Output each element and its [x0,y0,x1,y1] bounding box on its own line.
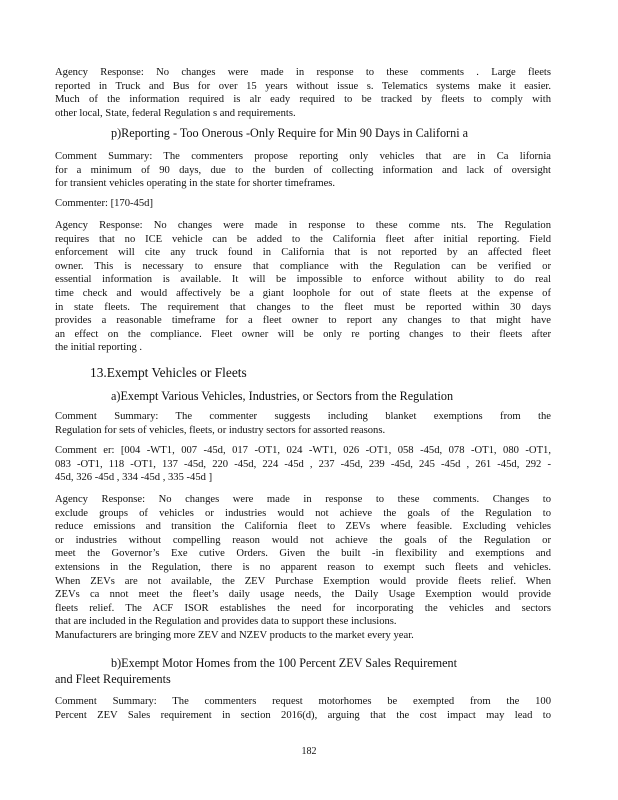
text-line: Agency Response: No changes were made in response to these comments . Large fleets [55,67,551,78]
section-heading-exempt-vehicles: 13.Exempt Vehicles or Fleets [90,365,247,380]
comment-summary-paragraph [55,410,551,437]
text-line: Comment Summary: The commenters request motorhomes be exempted from the 100 [55,696,551,707]
page-number: 182 [301,746,317,757]
agency-response-paragraph [55,219,551,355]
text-line: or industries without compelling reason would not achieve the goals of the Regulation or [55,534,551,546]
text-line: 45d, 326 -45d , 334 -45d , 335 -45d ] [55,472,213,484]
text-line: fleets relief. The ACF ISOR establishes the need for incorporating the vehicles and sectors [55,602,551,614]
text-line: 083 -OT1, 118 -OT1, 137 -45d, 220 -45d, 224 -45d , 237 -45d, 239 -45d, 245 -45d , 261 -45d, 292 - [55,458,551,470]
text-line: provides a reasonable timeframe for a fleet owner to report any changes to that might have [55,315,551,327]
comment-summary-paragraph [55,695,551,722]
text-line: for transient vehicles operating in the state for shorter timeframes. [55,178,336,190]
text-line: Agency Response: No changes were made in response to these comments. Changes to [55,494,551,505]
comment-summary-paragraph [55,150,551,191]
text-line: exclude groups of vehicles or industries would not achieve the goals of the Regulation to [55,507,551,519]
subsection-heading-exempt-various: a)Exempt Various Vehicles, Industries, or Sectors from the Regulation [111,389,454,403]
commenter-paragraph [55,197,551,211]
text-line: essential information is available. It will be impossible to enforce without ability to do real [55,274,551,286]
agency-response-paragraph [55,493,551,643]
text-line: Manufacturers are bringing more ZEV and NZEV products to the market every year. [55,629,414,641]
text-line: extensions in the Regulation, there is no apparent reason to exempt such fleets and vehicles. [55,561,551,573]
text-line: requires that no ICE vehicle can be added to the California fleet after initial reporting. Field [55,233,551,245]
text-line: enforcement will cite any truck found in California that is not reported by an affected fleet [55,247,551,259]
text-line: When ZEVs are not available, the ZEV Purchase Exemption would provide fleets relief. When [55,575,551,587]
agency-response-paragraph [55,66,551,120]
text-line: an effect on the compliance. Fleet owner will be only re porting changes to their fleets after [55,328,551,340]
text-line: the initial reporting . [55,342,143,354]
commenter-paragraph [55,444,551,485]
text-line: Regulation for sets of vehicles, fleets, or industry sectors for assorted reasons. [55,424,386,436]
text-line: meet the Governor’s Exe cutive Orders. Given the built -in flexibility and exemptions and [55,548,551,560]
section-heading-reporting: p)Reporting - Too Onerous -Only Require for Min 90 Days in Californi a [111,126,469,140]
text-line: for a minimum of 90 days, due to the burden of collecting information and lack of oversight [55,164,551,176]
text-line: ZEVs ca nnot meet the fleet’s daily usage needs, the Daily Usage Exemption would provide [55,589,551,601]
subsection-heading-exempt-motor-homes: b)Exempt Motor Homes from the 100 Percent ZEV Sales Requirement [111,656,458,670]
text-line: that are included in the Regulation and provides data to support these inclusions. [55,616,397,628]
text-line: reduce emissions and transition the California fleet to ZEVs where feasible. Excluding vehicles [55,521,551,533]
text-line: Much of the information required is alr eady required to be tracked by fleets to comply with [55,94,551,106]
text-line: other local, State, federal Regulation s and requirements. [55,107,296,119]
text-line: in state fleets. The requirement that changes to the fleet must be reported within 30 days [55,301,551,313]
text-line: Commenter: [170-45d] [55,198,153,209]
text-line: reported in Truck and Bus for over 15 years without issue s. Telematics systems make it easier. [55,80,551,92]
subsection-heading-exempt-motor-homes-cont: and Fleet Requirements [55,672,171,686]
text-line: Percent ZEV Sales requirement in section 2016(d), arguing that the cost impact may lead to [55,709,551,721]
text-line: owner. This is necessary to ensure that compliance with the Regulation can be verified or [55,260,551,272]
text-line: time check and would affectively be a giant loophole for out of state fleets at the expense of [55,287,551,299]
text-line: Comment er: [004 -WT1, 007 -45d, 017 -OT1, 024 -WT1, 026 -OT1, 058 -45d, 078 -OT1, 080 -OT1, [55,445,551,456]
text-line: Comment Summary: The commenters propose reporting only vehicles that are in Ca lifornia [55,151,551,162]
text-line: Comment Summary: The commenter suggests including blanket exemptions from the [55,411,551,422]
text-line: Agency Response: No changes were made in response to these comme nts. The Regulation [55,220,551,231]
